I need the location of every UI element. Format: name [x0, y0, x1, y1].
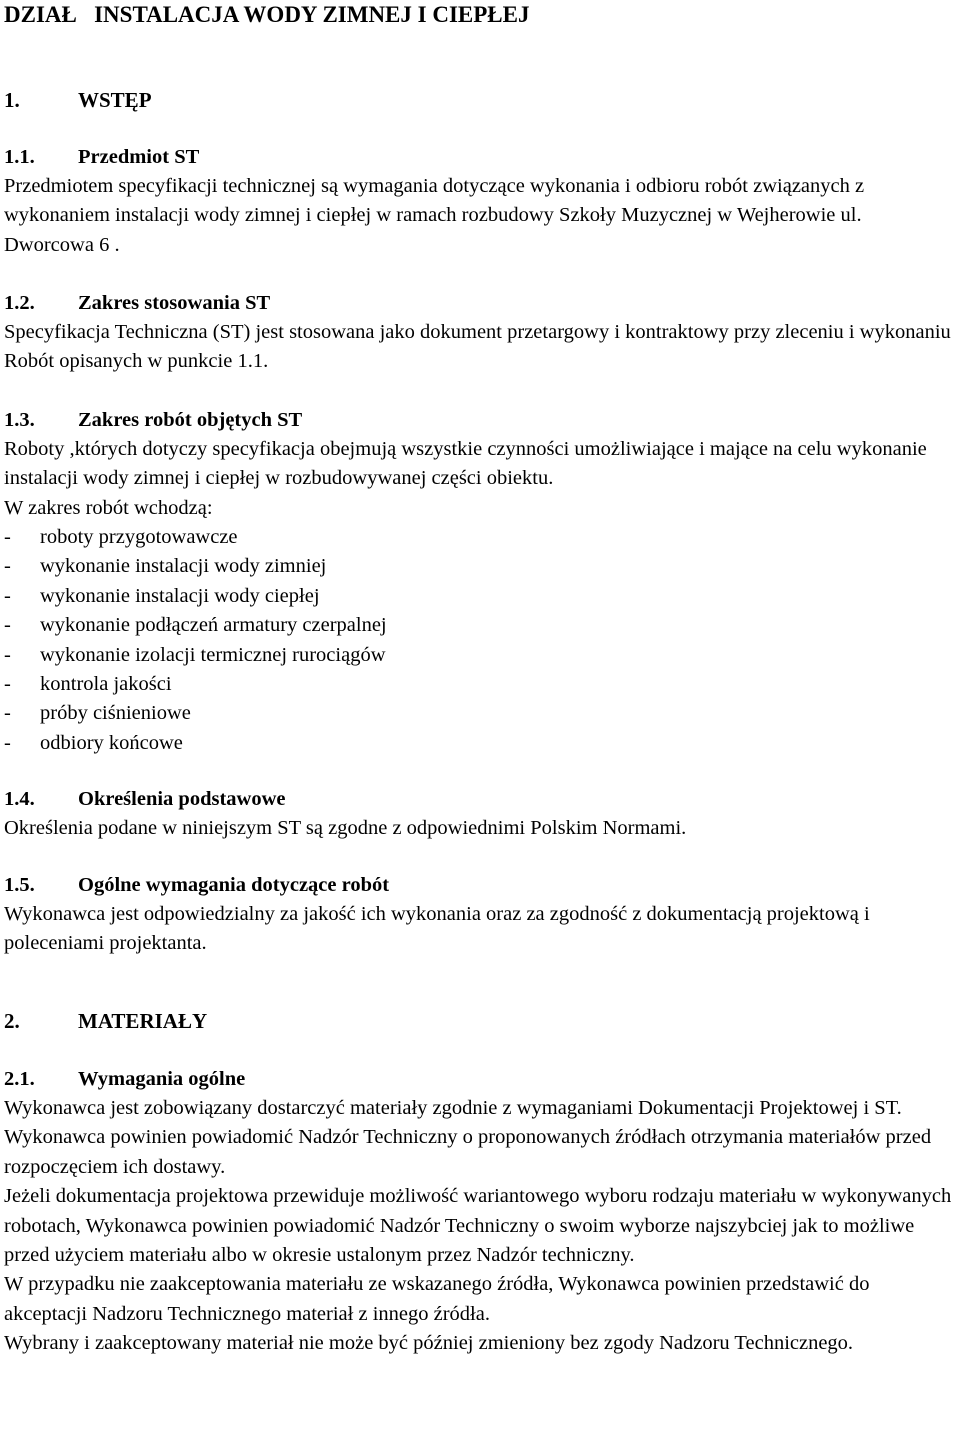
- dash-bullet: -: [4, 526, 11, 548]
- section-title: Wymagania ogólne: [78, 1068, 246, 1090]
- section-title: Ogólne wymagania dotyczące robót: [78, 874, 390, 896]
- dash-bullet: -: [4, 643, 11, 666]
- paragraph: Wykonawca jest odpowiedzialny za jakość ich wykonania oraz za zgodność z dokumentacją projektową i poleceniami projektanta.: [4, 903, 870, 955]
- paragraph: Roboty ,których dotyczy specyfikacja obejmują wszystkie czynności umożliwiające i mające na celu wykonanie instalacji wody zimnej i ciepłej w rozbudowywanej części obiektu.: [4, 438, 927, 490]
- paragraph: Wykonawca powinien powiadomić Nadzór Techniczny o proponowanych źródłach otrzymania materiałów przed rozpoczęciem ich dostawy.: [4, 1126, 932, 1178]
- document-title: DZIAŁ INSTALACJA WODY ZIMNEJ I CIEPŁEJ: [4, 2, 530, 27]
- section-title: Przedmiot ST: [78, 146, 200, 168]
- section-number: 1.1.: [4, 146, 35, 168]
- dash-bullet: -: [4, 672, 11, 695]
- list-item: [4, 552, 387, 581]
- paragraph: W przypadku nie zaakceptowania materiału ze wskazanego źródła, Wykonawca powinien przedstawić do akceptacji Nadzoru Technicznego materiał z innego źródła.: [4, 1273, 870, 1325]
- section-1-1-heading: [4, 143, 199, 172]
- list-item-text: roboty przygotowawcze: [40, 526, 238, 548]
- dash-bullet: -: [4, 555, 11, 578]
- section-number: 2.: [4, 1009, 20, 1033]
- list-item-text: wykonanie izolacji termicznej rurociągów: [40, 643, 386, 666]
- list-item: [4, 523, 387, 552]
- paragraph: Wybrany i zaakceptowany materiał nie może być później zmieniony bez zgody Nadzoru Technicznego.: [4, 1332, 854, 1355]
- section-1-4-text: [4, 814, 956, 843]
- section-number: 1.: [4, 88, 20, 112]
- list-item: [4, 670, 387, 699]
- section-number: 1.3.: [4, 409, 35, 431]
- section-number: 1.5.: [4, 874, 35, 896]
- dash-bullet: -: [4, 702, 11, 725]
- section-2-1-text: [4, 1094, 956, 1359]
- list-item: [4, 729, 387, 758]
- list-item-text: kontrola jakości: [40, 672, 172, 695]
- paragraph: Przedmiotem specyfikacji technicznej są wymagania dotyczące wykonania i odbioru robót związanych z wykonaniem instalacji wody zimnej i ciepłej w ramach rozbudowy Szkoły Muzycznej w Wejherowie ul. Dworcowa 6 .: [4, 175, 865, 256]
- section-1-5-heading: [4, 871, 389, 900]
- list-item-text: odbiory końcowe: [40, 731, 183, 754]
- section-2-1-heading: [4, 1065, 245, 1094]
- list-item-text: wykonanie podłączeń armatury czerpalnej: [40, 614, 387, 637]
- section-number: 1.4.: [4, 788, 35, 810]
- list-item-text: wykonanie instalacji wody ciepłej: [40, 584, 320, 607]
- list-item-text: próby ciśnieniowe: [40, 702, 191, 725]
- section-title: MATERIAŁY: [78, 1009, 208, 1033]
- section-1-4-heading: [4, 785, 285, 814]
- section-1-heading: [4, 86, 152, 115]
- section-title: Zakres stosowania ST: [78, 292, 271, 314]
- dash-bullet: -: [4, 584, 11, 607]
- section-number: 2.1.: [4, 1068, 35, 1090]
- list-item: [4, 611, 387, 640]
- section-number: 1.2.: [4, 292, 35, 314]
- section-1-5-text: [4, 900, 956, 959]
- paragraph: Wykonawca jest zobowiązany dostarczyć materiały zgodnie z wymaganiami Dokumentacji Projektowej i ST.: [4, 1097, 902, 1119]
- section-title: WSTĘP: [78, 88, 152, 112]
- section-1-2-heading: [4, 289, 270, 318]
- section-1-1-text: [4, 172, 956, 260]
- list-item-text: wykonanie instalacji wody zimniej: [40, 555, 327, 578]
- list-intro: W zakres robót wchodzą:: [4, 496, 213, 519]
- section-1-3-heading: [4, 406, 302, 435]
- section-1-3-text: [4, 435, 956, 523]
- dash-bullet: -: [4, 614, 11, 637]
- list-item: [4, 641, 387, 670]
- paragraph: Określenia podane w niniejszym ST są zgodne z odpowiednimi Polskim Normami.: [4, 817, 687, 839]
- paragraph: Specyfikacja Techniczna (ST) jest stosowana jako dokument przetargowy i kontraktowy przy zleceniu i wykonaniu Robót opisanych w punkcie 1.1.: [4, 321, 951, 373]
- section-1-2-text: [4, 318, 956, 377]
- paragraph: Jeżeli dokumentacja projektowa przewiduje możliwość wariantowego wyboru rodzaju materiału w wykonywanych robotach, Wykonawca powinien powiadomić Nadzór Techniczny o swoim wyborze najszybciej jak to możliwe przed użyciem materiału albo w okresie ustalonym przez Nadzór techniczny.: [4, 1185, 952, 1267]
- scope-list: [4, 523, 387, 758]
- section-title: Określenia podstawowe: [78, 788, 286, 810]
- section-2-heading: [4, 1007, 207, 1036]
- list-item: [4, 699, 387, 728]
- dash-bullet: -: [4, 731, 11, 754]
- list-item: [4, 582, 387, 611]
- section-title: Zakres robót objętych ST: [78, 409, 303, 431]
